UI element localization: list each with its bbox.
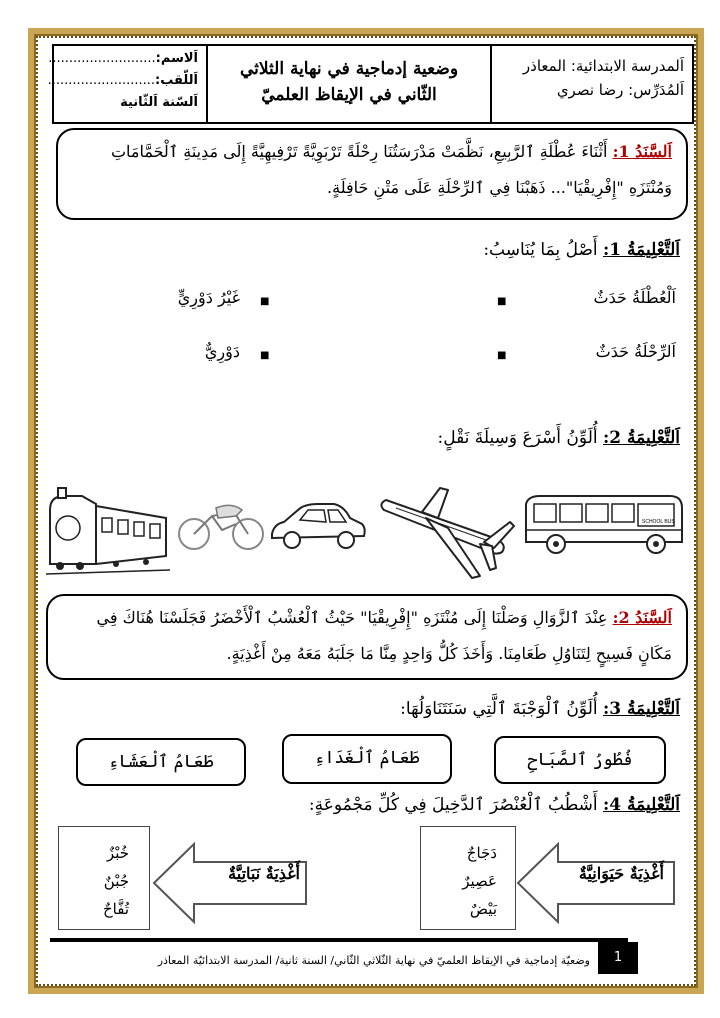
match-left-2[interactable] [520,342,676,361]
surname-dots: .......................... [47,73,156,88]
group-1-scroll [420,826,516,930]
meal-dinner-box[interactable] [76,738,246,786]
match-dot-left-2[interactable]: ■ [497,350,507,361]
car-icon[interactable] [268,498,368,554]
bus-icon[interactable] [520,492,686,558]
group-2-scroll [58,826,150,930]
task-2-heading [300,428,680,448]
group-1-item-3[interactable]: بَيْضٌ [469,900,497,918]
match-left-1[interactable] [520,288,676,307]
group-1-arrow-icon [514,838,678,928]
worksheet-title [206,46,490,122]
name-label: اَلاسم: [155,51,198,66]
match-dot-right-2[interactable]: ■ [260,350,270,361]
title-line-1: وضعية إدماجية في نهاية الثلاثي [239,59,459,79]
sanad-1-text: أَثْنَاءَ عُطْلَةِ ٱلرَّبِيعِ، نَظَّمَتْ مَدْرَسَتُنَا رِحْلَةً تَرْبَوِيَّةً تَرْفِيهِيَّةً إِلَى مَدِينَةِ ٱلْحَمَّامَاتِ وَمُنْتَزَهِ "إِفْرِيقْيَا"... ذَهَبْنَا فِي ٱلرِّحْلَةِ عَلَى مَتْنِ حَافِلَةٍ. [110,142,672,197]
match-right-1-text: غَيْرُ دَوْرِيٍّ [177,288,240,307]
sanad-1-label: اَلسَّنَدُ 1: [612,142,672,161]
task-4-heading [240,794,680,815]
footer-rule [50,938,628,942]
name-field[interactable] [48,48,198,70]
match-right-2[interactable] [100,342,240,361]
surname-field[interactable] [47,70,198,92]
group-1-title: أَغْذِيَةٌ حَيَوَانِيَّةٌ [578,864,664,883]
match-dot-right-1[interactable]: ■ [260,296,270,307]
airplane-icon[interactable] [376,482,516,582]
task-3-text: أُلَوِّنُ ٱلْوَجْبَةَ ٱلَّتِي سَنَتَنَاوَلُهَا: [400,699,598,719]
task-2-text: أُلَوِّنُ أَسْرَعَ وَسِيلَةَ نَقْلٍ: [437,428,598,448]
title-line-2: الثّاني في الإيقاظ العلميّ [261,85,437,105]
name-dots: .......................... [48,51,156,66]
bus-sign-text: SCHOOL BUS [642,519,675,525]
school-info [490,46,692,122]
surname-label: اَللّقب: [155,73,198,88]
task-4-label: اَلتَّعْلِيمَةُ 4: [603,795,680,815]
sanad-2-label: اَلسَّنَدُ 2: [612,608,672,627]
group-2-item-1[interactable]: خُبْزٌ [106,844,129,862]
match-dot-left-1[interactable]: ■ [497,296,507,307]
task-4-text: أَشْطُبُ ٱلْعُنْصُرَ ٱلدَّخِيلَ فِي كُلِّ مَجْمُوعَةٍ: [308,795,598,815]
meal-lunch-text: طَعَامُ ٱلْغَدَاءِ [314,748,420,768]
motorcycle-icon[interactable] [176,494,266,554]
task-3-label: اَلتَّعْلِيمَةُ 3: [603,699,680,719]
meal-dinner-text: طَعَامُ ٱلْعَشَاءِ [108,752,214,772]
group-2-arrow-icon [150,838,310,928]
match-left-1-text: اَلْعُطْلَةُ حَدَثٌ [593,288,676,307]
task-3-heading [300,698,680,719]
group-2-item-3[interactable]: تُفَّاحٌ [102,900,129,918]
group-1-item-2[interactable]: عَصِيرٌ [462,872,497,890]
meal-breakfast-text: فُطُورُ ٱلصَّبَاحِ [527,750,633,770]
group-1-item-1[interactable]: دَجَاجٌ [466,844,497,862]
task-1-label: اَلتَّعْلِيمَةُ 1: [603,240,680,260]
task-1-text: أَصْلُ بِمَا يُنَاسِبُ: [483,240,598,260]
group-2-item-2[interactable]: جُبْنٌ [103,872,129,890]
school-name: اَلمدرسة الابتدائية: المعاذر [522,57,684,75]
student-info [47,46,206,122]
header-table [47,44,694,124]
page-number: 1 [598,942,638,974]
train-icon[interactable] [46,484,170,580]
task-2-label: اَلتَّعْلِيمَةُ 2: [603,428,680,448]
match-right-1[interactable] [100,288,240,307]
meal-lunch-box[interactable] [282,734,452,784]
meal-breakfast-box[interactable] [494,736,666,784]
teacher-name: اَلمُدَرِّس: رضا نصري [556,81,684,99]
match-right-2-text: دَوْرِيٌّ [204,342,240,361]
year-label: اَلسّنة اَلثّانية [120,95,198,110]
group-2-title: أَغْذِيَةٌ نَبَاتِيَّةٌ [228,864,300,883]
task-1-heading [300,240,680,260]
sanad-1-box [56,128,688,220]
sanad-2-text: عِنْدَ ٱلزَّوَالِ وَصَلْنَا إِلَى مُنْتَزَهِ "إِفْرِيقْيَا" حَيْثُ ٱلْعُشْبُ ٱلْأَخْضَرُ فَجَلَسْنَا هُنَاكَ فِي مَكَانٍ فَسِيحٍ لِتَنَاوُلِ طَعَامِنَا. وَأَخَذَ كُلُّ وَاحِدٍ مِنَّا مَا جَلَبَهُ مَعَهُ مِنْ أَغْذِيَةٍ. [96,608,672,663]
match-left-2-text: اَلرِّحْلَةُ حَدَثٌ [595,342,676,361]
sanad-2-box [46,594,688,680]
footer-text: وضعيّة إدماجية في الإيقاظ العلميّ في نهاية الثّلاثي الثّاني/ السنة ثانية/ المدرسة الابتدائيّة المعاذر [157,954,590,967]
